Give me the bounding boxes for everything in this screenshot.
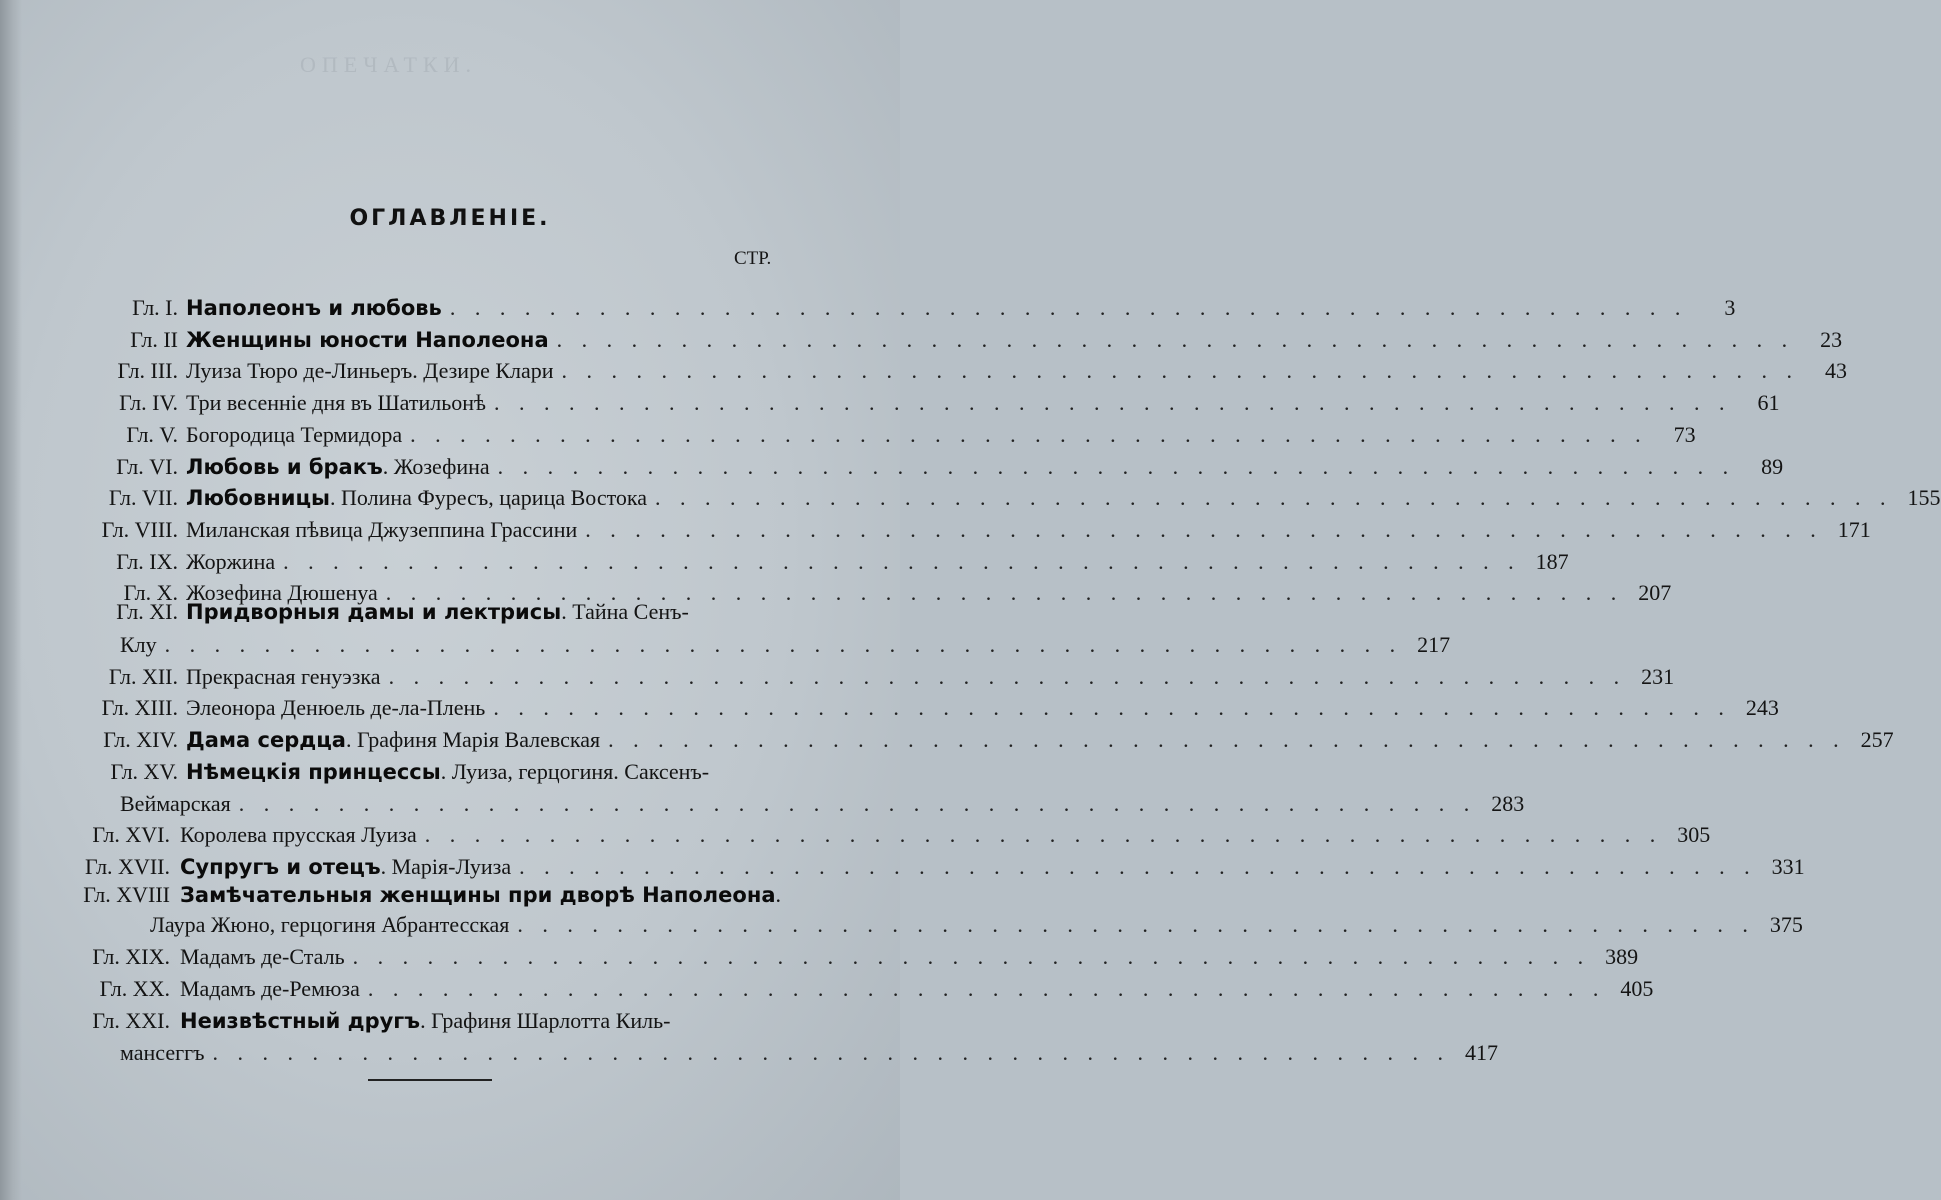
toc-entry xyxy=(0,629,1451,661)
page-number: 417 xyxy=(1465,1040,1499,1065)
entry-title-text: Королева прусская Луиза xyxy=(180,822,417,847)
toc-entry xyxy=(0,661,1675,693)
page-number: 375 xyxy=(1769,912,1803,937)
toc-entry xyxy=(0,1037,1499,1069)
chapter-number: Гл. XII. xyxy=(108,664,178,689)
entry-content xyxy=(180,941,1639,973)
chapter-number: Гл. I. xyxy=(132,295,178,320)
page-number: 257 xyxy=(1860,727,1894,752)
page-number: 61 xyxy=(1757,390,1780,415)
entry-title xyxy=(180,941,345,973)
entry-title-text: Элеонора Денюель де-ла-Плень xyxy=(186,695,486,720)
toc-entry xyxy=(0,941,1639,973)
entry-title-bold: Неизвѣстный другъ xyxy=(180,1009,421,1033)
leader-dots: . . . . . . . . . . . . . . . . . . . . . . . . . . . . . . . . . . . . . . . . . . . . . . . . . . xyxy=(367,976,1606,1001)
chapter-number: Гл. XI. xyxy=(116,599,178,624)
entry-title-text: Мадамъ де-Ремюза xyxy=(180,976,360,1001)
page-number: 405 xyxy=(1620,976,1654,1001)
entry-content xyxy=(180,819,1711,851)
leader-dots: . . . . . . . . . . . . . . . . . . . . . . . . . . . . . . . . . . . . . . . . . . . . . . . . . . xyxy=(238,791,1477,816)
entry-title-text: . Графиня Шарлотта Киль- xyxy=(420,1008,671,1033)
entry-content xyxy=(186,355,1848,387)
toc-entry xyxy=(0,355,1848,387)
chapter-number: Гл. VIII. xyxy=(101,517,178,542)
entry-title xyxy=(186,692,485,724)
entry-content xyxy=(180,879,792,911)
leader-dots: . . . . . . . . . . . . . . . . . . . . . . . . . . . . . . . . . . . . . . . . . . . . . . . . . . xyxy=(519,854,1757,879)
entry-title xyxy=(180,1005,670,1037)
toc-entry xyxy=(0,973,1654,1005)
toc-entry xyxy=(0,1005,900,1037)
entry-content xyxy=(150,909,1803,941)
entry-title xyxy=(186,387,486,419)
entry-title-text: . Луиза, герцогиня. Саксенъ- xyxy=(440,759,710,784)
page-number: 207 xyxy=(1638,580,1672,605)
page-number: 89 xyxy=(1761,454,1784,479)
entry-title-text: Три весенніе дня въ Шатильонѣ xyxy=(186,390,486,415)
leader-dots: . . . . . . . . . . . . . . . . . . . . . . . . . . . . . . . . . . . . . . . . . . . . . . . . . . xyxy=(212,1040,1451,1065)
entry-content xyxy=(186,724,1894,756)
toc-entry xyxy=(0,514,1871,546)
entry-title-bold: Любовь и бракъ xyxy=(186,455,383,479)
bleed-through-text: ОПЕЧАТКИ. xyxy=(300,52,477,77)
chapter-number: Гл. XVII. xyxy=(85,854,170,879)
entry-content xyxy=(186,756,792,788)
page-number: 283 xyxy=(1491,791,1525,816)
entry-title xyxy=(186,292,442,324)
leader-dots: . . . . . . . . . . . . . . . . . . . . . . . . . . . . . . . . . . . . . . . . . . . . . . . . . . xyxy=(352,944,1591,969)
entry-content xyxy=(186,324,1843,356)
entry-title-text: Веймарская xyxy=(120,791,231,816)
toc-entry xyxy=(0,788,1525,820)
chapter-number: Гл. XVI. xyxy=(92,822,170,847)
entry-title xyxy=(120,788,231,820)
entry-content xyxy=(186,292,1736,324)
page-column-label: СТР. xyxy=(734,248,772,269)
page-number: 73 xyxy=(1673,422,1696,447)
page-number: 217 xyxy=(1417,632,1451,657)
leader-dots: . . . . . . . . . . . . . . . . . . . . . . . . . . . . . . . . . . . . . . . . . . . . . . . . . . xyxy=(449,295,1688,320)
entry-title xyxy=(186,546,275,578)
leader-dots: . . . . . . . . . . . . . . . . . . . . . . . . . . . . . . . . . . . . . . . . . . . . . . . . . . xyxy=(517,912,1755,937)
chapter-number: Гл. X. xyxy=(123,580,178,605)
toc-entry xyxy=(0,451,1784,483)
leader-dots: . . . . . . . . . . . . . . . . . . . . . . . . . . . . . . . . . . . . . . . . . . . . . . . . . . xyxy=(410,422,1648,447)
chapter-number: Гл. III. xyxy=(117,358,178,383)
entry-title xyxy=(120,1037,205,1069)
entry-title xyxy=(180,819,417,851)
entry-content xyxy=(120,788,1525,820)
entry-content xyxy=(186,451,1784,483)
entry-title-text: . Тайна Сенъ- xyxy=(561,599,689,624)
entry-title xyxy=(180,973,360,1005)
chapter-number: Гл. VI. xyxy=(116,454,178,479)
entry-title xyxy=(186,514,577,546)
entry-title xyxy=(186,756,709,788)
entry-title-text: . Жозефина xyxy=(382,454,490,479)
toc-entry xyxy=(0,819,1711,851)
leader-dots: . . . . . . . . . . . . . . . . . . . . . . . . . . . . . . . . . . . . . . . . . . . . . . . . . . xyxy=(493,695,1731,720)
toc-entry xyxy=(0,324,1843,356)
entry-title xyxy=(150,909,509,941)
entry-content xyxy=(180,973,1654,1005)
entry-content xyxy=(120,1037,1499,1069)
page-number: 187 xyxy=(1535,549,1569,574)
entry-title-text: Прекрасная генуэзка xyxy=(186,664,381,689)
leader-dots: . . . . . . . . . . . . . . . . . . . . . . . . . . . . . . . . . . . . . . . . . . . . . . . . . . xyxy=(556,327,1795,352)
entry-title-text: Мадамъ де-Сталь xyxy=(180,944,345,969)
chapter-number: Гл. XVIII xyxy=(83,882,170,907)
chapter-number: Гл. IV. xyxy=(119,390,178,415)
leader-dots: . . . . . . . . . . . . . . . . . . . . . . . . . . . . . . . . . . . . . . . . . . . . . . . . . . xyxy=(493,390,1732,415)
leader-dots: . . . . . . . . . . . . . . . . . . . . . . . . . . . . . . . . . . . . . . . . . . . . . . . . . . xyxy=(655,485,1893,510)
entry-title-text: Клу xyxy=(120,632,157,657)
entry-title-bold: Нѣмецкія принцессы xyxy=(186,760,441,784)
entry-title xyxy=(186,482,647,514)
leader-dots: . . . . . . . . . . . . . . . . . . . . . . . . . . . . . . . . . . . . . . . . . . . . . . . . . . xyxy=(388,664,1627,689)
entry-title xyxy=(186,355,554,387)
page-number: 155 xyxy=(1907,485,1941,510)
entry-title xyxy=(180,879,781,911)
toc-entry xyxy=(0,724,1894,756)
leader-dots: . . . . . . . . . . . . . . . . . . . . . . . . . . . . . . . . . . . . . . . . . . . . . . . . . . xyxy=(497,454,1736,479)
entry-title-bold: Наполеонъ и любовь xyxy=(186,296,442,320)
toc-entry xyxy=(0,292,1736,324)
entry-title-bold: Супругъ и отецъ xyxy=(180,855,381,879)
entry-title-text: . xyxy=(775,882,782,907)
entry-title xyxy=(186,451,490,483)
entry-content xyxy=(186,387,1780,419)
leader-dots: . . . . . . . . . . . . . . . . . . . . . . . . . . . . . . . . . . . . . . . . . . . . . . . . . . xyxy=(424,822,1663,847)
toc-entry xyxy=(0,692,1779,724)
entry-title-text: . Полина Фуресъ, царица Востока xyxy=(330,485,648,510)
chapter-number: Гл. XXI. xyxy=(92,1008,170,1033)
entry-content xyxy=(186,692,1779,724)
entry-content xyxy=(186,514,1871,546)
entry-content xyxy=(186,482,1941,514)
page-title: ОГЛАВЛЕНІЕ. xyxy=(349,206,551,231)
entry-title-bold: Придворныя дамы и лектрисы xyxy=(186,600,562,624)
toc-entry xyxy=(0,482,1941,514)
leader-dots: . . . . . . . . . . . . . . . . . . . . . . . . . . . . . . . . . . . . . . . . . . . . . . . . . . xyxy=(608,727,1846,752)
entry-title-bold: Дама сердца xyxy=(186,728,346,752)
page-number: 389 xyxy=(1605,944,1639,969)
leader-dots: . . . . . . . . . . . . . . . . . . . . . . . . . . . . . . . . . . . . . . . . . . . . . . . . . . xyxy=(385,580,1624,605)
entry-title xyxy=(186,596,689,628)
leader-dots: . . . . . . . . . . . . . . . . . . . . . . . . . . . . . . . . . . . . . . . . . . . . . . . . . . xyxy=(283,549,1521,574)
leader-dots: . . . . . . . . . . . . . . . . . . . . . . . . . . . . . . . . . . . . . . . . . . . . . . . . . . xyxy=(585,517,1823,542)
page-number: 171 xyxy=(1837,517,1871,542)
entry-title xyxy=(186,661,381,693)
page-number: 331 xyxy=(1771,854,1805,879)
chapter-number: Гл. XX. xyxy=(99,976,170,1001)
entry-content xyxy=(186,661,1675,693)
entry-title-text: Луиза Тюро де-Линьеръ. Дезире Клари xyxy=(186,358,554,383)
chapter-number: Гл. XIII. xyxy=(101,695,178,720)
page-number: 305 xyxy=(1677,822,1711,847)
chapter-number: Гл. II xyxy=(130,327,178,352)
end-divider xyxy=(368,1079,492,1081)
entry-title-text: Жозефина Дюшенуа xyxy=(186,580,378,605)
page-number: 3 xyxy=(1724,295,1736,320)
entry-title xyxy=(120,629,157,661)
entry-title-bold: Любовницы xyxy=(186,486,331,510)
entry-title-text: мансеггъ xyxy=(120,1040,205,1065)
toc-entry xyxy=(0,909,1803,941)
toc-entry xyxy=(0,419,1696,451)
entry-title-text: Лаура Жюно, герцогиня Абрантесская xyxy=(150,912,510,937)
chapter-number: Гл. V. xyxy=(126,422,178,447)
entry-content xyxy=(186,419,1696,451)
entry-title-text: . Графиня Марія Валевская xyxy=(345,727,601,752)
page-number: 23 xyxy=(1820,327,1843,352)
chapter-number: Гл. XV. xyxy=(110,759,178,784)
toc-entry xyxy=(0,546,1569,578)
entry-title-text: Богородица Термидора xyxy=(186,422,403,447)
page-number: 243 xyxy=(1745,695,1779,720)
toc-entry xyxy=(0,387,1780,419)
chapter-number: Гл. IX. xyxy=(116,549,178,574)
entry-content xyxy=(120,629,1451,661)
chapter-number: Гл. XIX. xyxy=(92,944,170,969)
page-number: 231 xyxy=(1641,664,1675,689)
entry-title xyxy=(186,324,549,356)
page-number: 43 xyxy=(1825,358,1848,383)
toc-entry xyxy=(0,756,900,788)
entry-title xyxy=(186,419,402,451)
entry-title-bold: Замѣчательныя женщины при дворѣ Наполеона xyxy=(180,883,776,907)
toc-entry xyxy=(0,596,900,628)
entry-title-bold: Женщины юности Наполеона xyxy=(186,328,549,352)
toc-entry xyxy=(0,879,900,911)
entry-title-text: Жоржина xyxy=(186,549,276,574)
entry-content xyxy=(186,596,792,628)
entry-title-text: Миланская пѣвица Джузеппина Грассини xyxy=(186,517,578,542)
entry-title-text: . Марія-Луиза xyxy=(380,854,512,879)
entry-content xyxy=(180,1005,792,1037)
entry-content xyxy=(186,546,1569,578)
leader-dots: . . . . . . . . . . . . . . . . . . . . . . . . . . . . . . . . . . . . . . . . . . . . . . . . . . xyxy=(164,632,1403,657)
chapter-number: Гл. XIV. xyxy=(103,727,178,752)
entry-title xyxy=(186,724,600,756)
chapter-number: Гл. VII. xyxy=(108,485,178,510)
leader-dots: . . . . . . . . . . . . . . . . . . . . . . . . . . . . . . . . . . . . . . . . . . . . . . . . . . xyxy=(561,358,1800,383)
